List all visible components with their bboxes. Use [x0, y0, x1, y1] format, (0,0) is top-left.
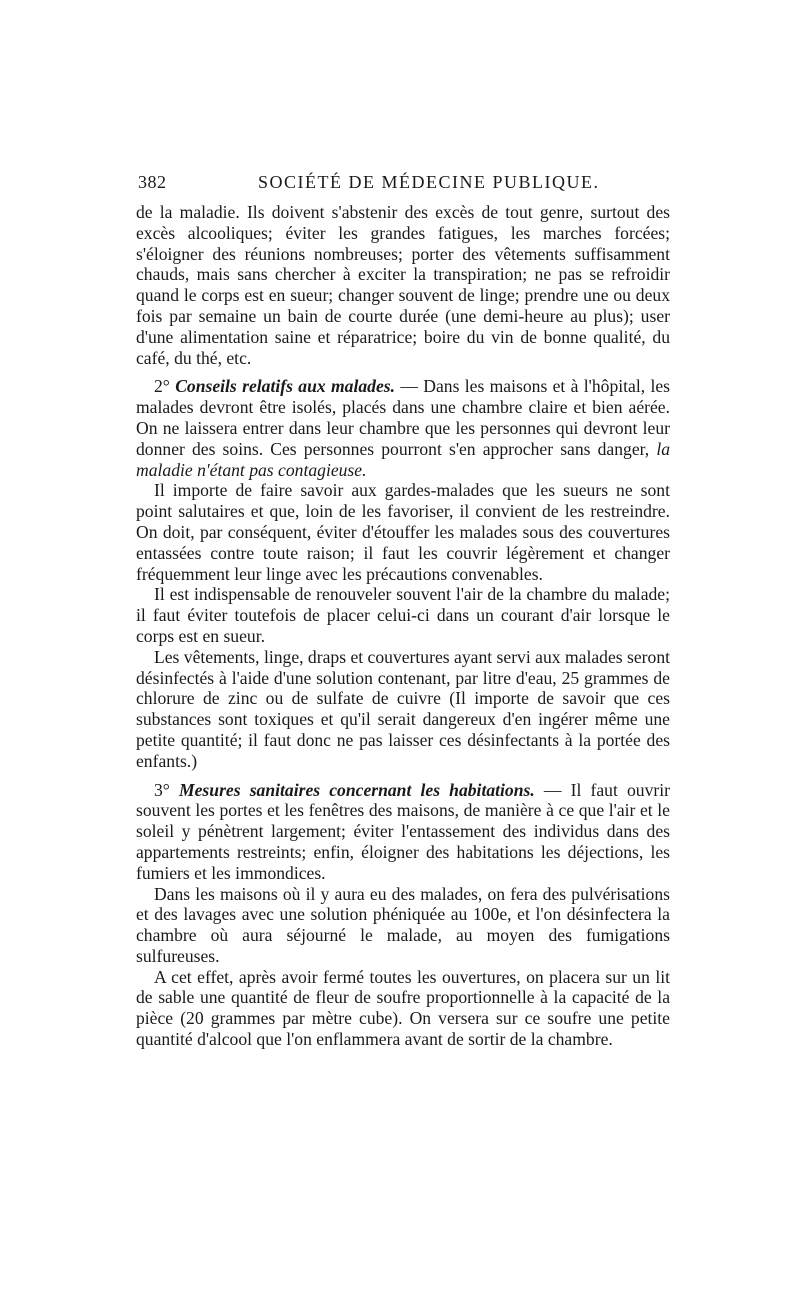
section-3-paragraph [136, 780, 670, 884]
page-number: 382 [138, 172, 167, 192]
running-title: SOCIÉTÉ DE MÉDECINE PUBLIQUE. [258, 172, 600, 192]
section-2-text: — Dans les maisons et à l'hôpital, les malades devront être isolés, placés dans une chambre claire et bien aérée. On ne laissera entrer dans leur chambre que les personnes qui devront leur donner des soins. Ces personnes pourront s'en approcher sans danger, [136, 376, 670, 459]
section-3-heading: Mesures sanitaires concernant les habitations. [178, 779, 535, 800]
section-3-text: — Il faut ouvrir souvent les portes et les fenêtres des maisons, de manière à ce que l'air et le soleil y pénètrent largement; éviter l'entassement des individus dans des appartements restreints; enfin, éloigner des habitations les déjections, les fumiers et les immondices. [136, 779, 670, 883]
section-2-heading: Conseils relatifs aux malades. [175, 376, 395, 397]
section-3-number: 3° [154, 779, 170, 800]
paragraph-sulfur: A cet effet, après avoir fermé toutes les ouvertures, on placera sur un lit de sable une quantité de fleur de soufre proportionnelle à la capacité de la pièce (20 grammes par mètre cube). On versera sur ce soufre une petite quantité d'alcool que l'on enflammera avant de sortir de la chambre. [136, 966, 670, 1050]
page-body [136, 202, 670, 1050]
page-header [138, 172, 690, 198]
paragraph-continuation: de la maladie. Ils doivent s'abstenir des excès de tout genre, surtout des excès alcooliques; éviter les grandes fatigues, les marches forcées; s'éloigner des réunions nombreuses; porter des vêtements suffisamment chauds, mais sans chercher à exciter la transpiration; ne pas se refroidir quand le corps est en sueur; changer souvent de linge; prendre une ou deux fois par semaine un bain de courte durée (une demi-heure au plus); user d'une alimentation saine et réparatrice; boire du vin de bonne qualité, du café, du thé, etc. [136, 202, 670, 368]
paragraph-pulverisation: Dans les maisons où il y aura eu des malades, on fera des pulvérisations et des lavages avec une solution phéniquée au 100e, et l'on désinfectera la chambre où aura séjourné le malade, au moyen des fumigations sulfureuses. [136, 883, 670, 966]
paragraph-air: Il est indispensable de renouveler souvent l'air de la chambre du malade; il faut éviter toutefois de placer celui-ci dans un courant d'air lorsque le corps est en sueur. [136, 584, 670, 646]
section-2-paragraph [136, 376, 670, 480]
paragraph-sweat: Il importe de faire savoir aux gardes-malades que les sueurs ne sont point salutaires et que, loin de les favoriser, il convient de les restreindre. On doit, par conséquent, éviter d'étouffer les malades sous des couvertures entassées contre toute raison; il faut les couvrir légèrement et changer fréquemment leur linge avec les précautions convenables. [136, 480, 670, 584]
section-2-number: 2° [154, 376, 170, 397]
section-2-italic-end: la maladie n'étant pas contagieuse. [136, 438, 670, 480]
paragraph-disinfection: Les vêtements, linge, draps et couvertures ayant servi aux malades seront désinfectés à l'aide d'une solution contenant, par litre d'eau, 25 grammes de chlorure de zinc ou de sulfate de cuivre (Il importe de savoir que ces substances sont toxiques et qu'il serait dangereux d'en ingérer même une petite quantité; il faut donc ne pas laisser ces désinfectants à la portée des enfants.) [136, 646, 670, 771]
